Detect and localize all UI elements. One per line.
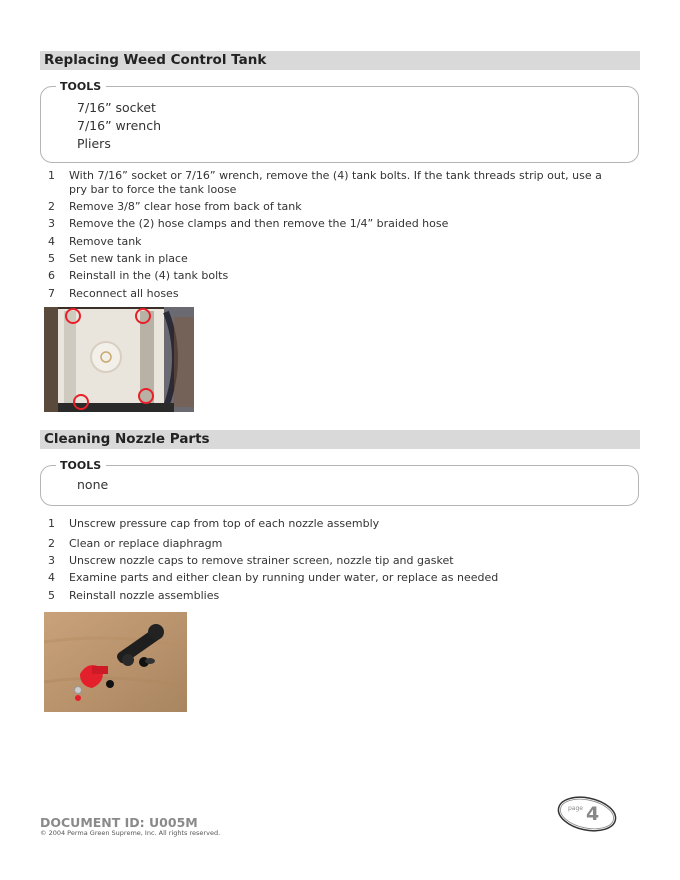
step-number: 6 bbox=[48, 269, 55, 282]
step-number: 3 bbox=[48, 217, 55, 230]
step-text: Clean or replace diaphragm bbox=[69, 537, 223, 550]
step-text: With 7/16” socket or 7/16” wrench, remove the (4) tank bolts. If the tank threads strip out, use a pry bar to force the tank loose bbox=[69, 169, 602, 196]
tank-photo bbox=[44, 307, 194, 412]
step-text: Remove tank bbox=[69, 235, 142, 248]
tools-label: TOOLS bbox=[56, 80, 106, 93]
step-number: 1 bbox=[48, 169, 55, 182]
nozzle-photo bbox=[44, 612, 187, 712]
section-title-replacing-tank: Replacing Weed Control Tank bbox=[40, 51, 640, 70]
copyright-notice: © 2004 Perma Green Supreme, Inc. All rights reserved. bbox=[40, 829, 221, 837]
tool-item: 7/16” socket bbox=[77, 100, 156, 115]
step-number: 5 bbox=[48, 589, 55, 602]
page-number: 4 bbox=[586, 803, 600, 825]
step-number: 4 bbox=[48, 235, 55, 248]
step-number: 1 bbox=[48, 517, 55, 530]
tool-item: Pliers bbox=[77, 136, 111, 151]
tools-label: TOOLS bbox=[56, 459, 106, 472]
step-text: Reinstall in the (4) tank bolts bbox=[69, 269, 229, 282]
step-number: 7 bbox=[48, 287, 55, 300]
tool-item: 7/16” wrench bbox=[77, 118, 162, 133]
document-id: DOCUMENT ID: U005M bbox=[40, 815, 198, 830]
step-number: 5 bbox=[48, 252, 55, 265]
page-label: page bbox=[568, 805, 583, 812]
step-text: Unscrew pressure cap from top of each nozzle assembly bbox=[69, 517, 380, 530]
nozzle-illustration bbox=[44, 612, 187, 712]
step-number: 2 bbox=[48, 200, 55, 213]
step-text: Examine parts and either clean by running under water, or replace as needed bbox=[69, 571, 499, 584]
step-number: 2 bbox=[48, 537, 55, 550]
page-number-badge bbox=[556, 794, 618, 834]
tool-item: none bbox=[77, 477, 109, 492]
step-number: 3 bbox=[48, 554, 55, 567]
step-text: Reinstall nozzle assemblies bbox=[69, 589, 220, 602]
step-text: Remove the (2) hose clamps and then remove the 1/4” braided hose bbox=[69, 217, 449, 230]
step-number: 4 bbox=[48, 571, 55, 584]
step-text: Set new tank in place bbox=[69, 252, 188, 265]
step-text: Reconnect all hoses bbox=[69, 287, 179, 300]
step-text: Remove 3/8” clear hose from back of tank bbox=[69, 200, 302, 213]
section-title-cleaning-nozzle: Cleaning Nozzle Parts bbox=[40, 430, 640, 449]
tools-box-tank bbox=[40, 80, 639, 163]
step-text: Unscrew nozzle caps to remove strainer screen, nozzle tip and gasket bbox=[69, 554, 454, 567]
tools-box-nozzle bbox=[40, 459, 639, 506]
tank-illustration bbox=[44, 307, 194, 412]
